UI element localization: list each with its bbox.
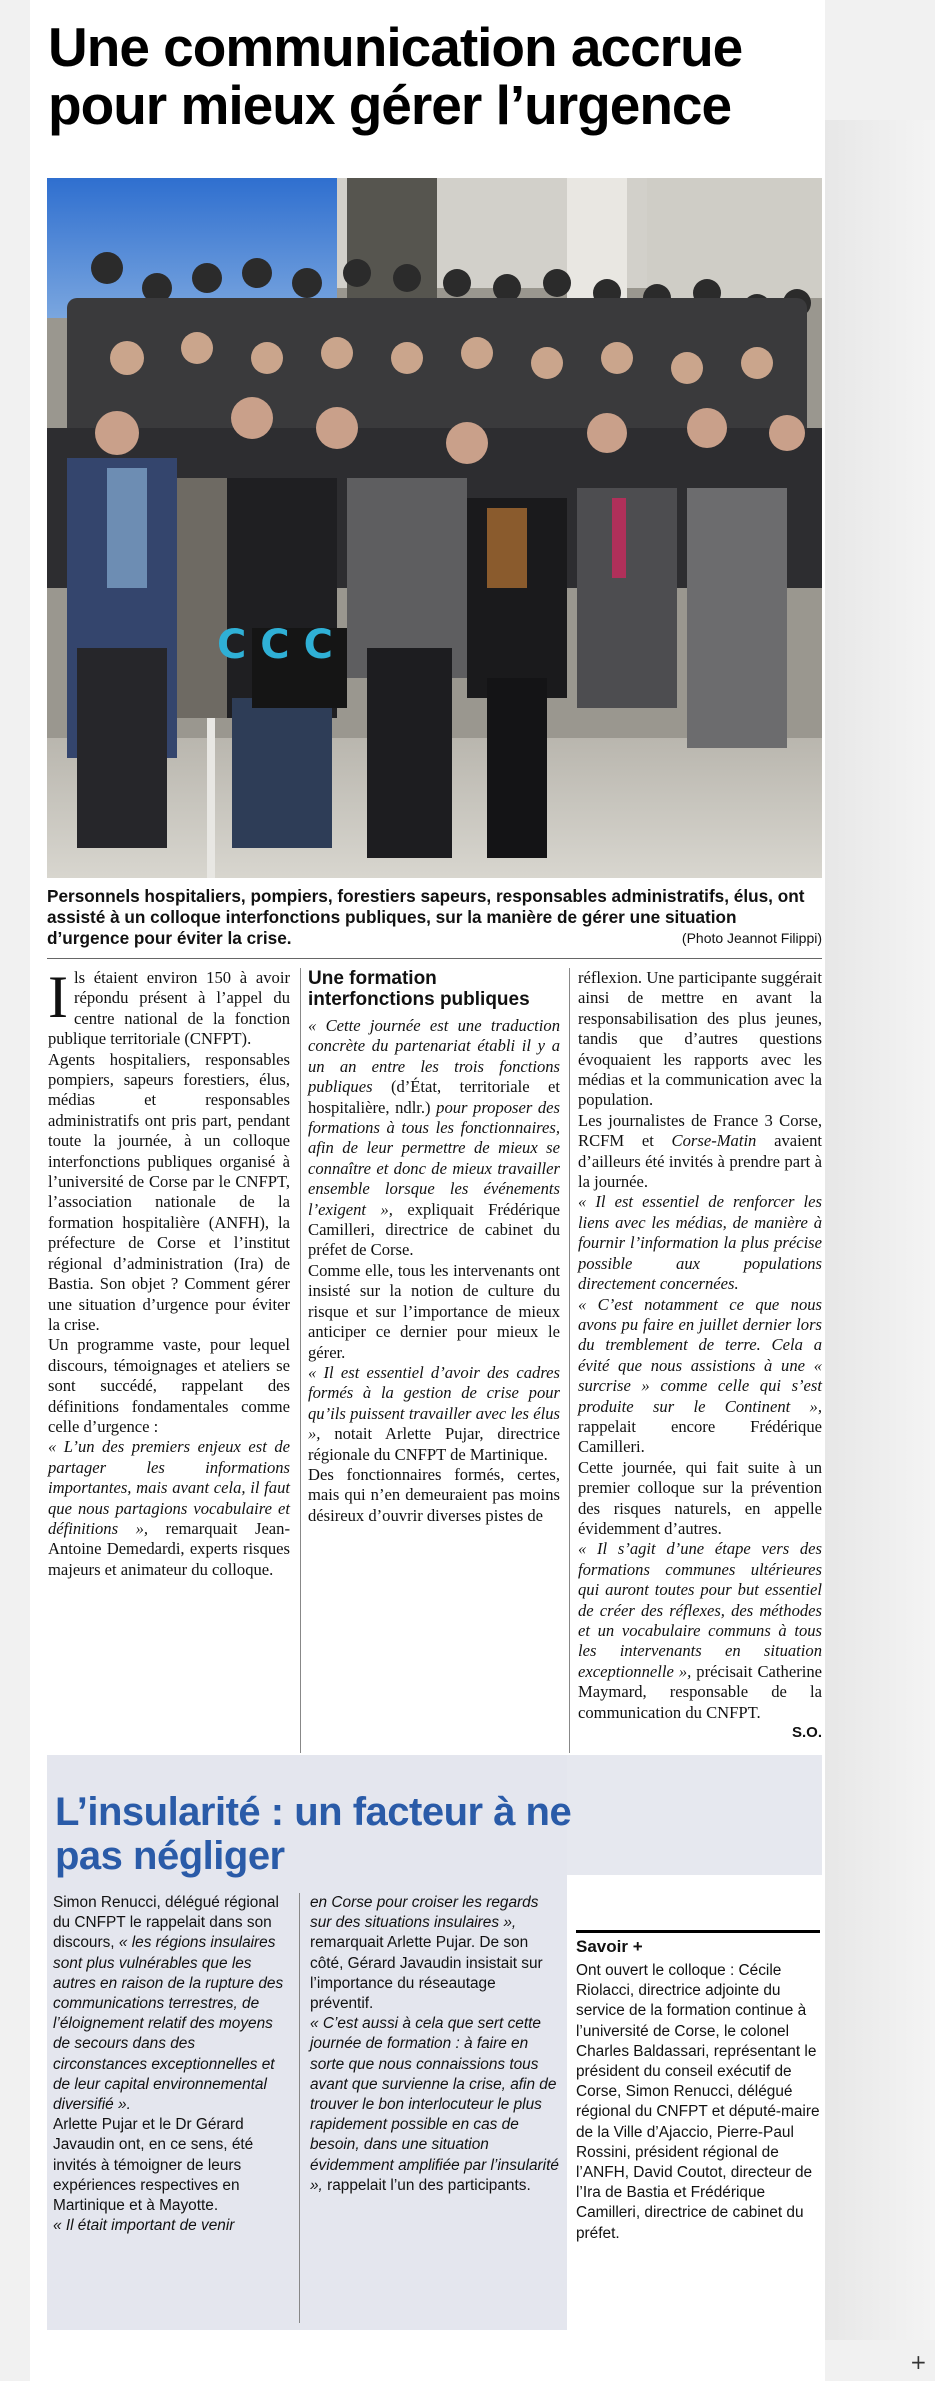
box-col1-p1 <box>53 1893 288 2115</box>
box-col1-p2: Arlette Pujar et le Dr Gérard Javaudin ont, en ce sens, été invités à témoigner de leurs expériences respectives en Martinique et à Mayotte. <box>53 2116 254 2215</box>
drop-cap: I <box>48 964 68 1030</box>
article-column-1 <box>48 964 290 1580</box>
insularity-box-extension <box>567 1755 822 1875</box>
group-photo <box>47 178 822 878</box>
caption-rule <box>47 958 822 959</box>
article-col2-p3-rest: notait Arlette Pujar, directrice régionale du CNFPT de Martinique. <box>308 1424 560 1464</box>
quote-renucci: « les régions insulaires sont plus vulnérables que les autres en raison de la rupture des communications terrestres, de l’éloignement relatif des moyens de secours dans des circonstances exceptionnelles et de leur capital environnemental diversifié ». <box>53 1934 284 2114</box>
article-col3-p2-a: Les journalistes de France 3 Corse, RCFM et <box>578 1110 822 1151</box>
box-column-2 <box>310 1893 560 2196</box>
box-col2-p1 <box>310 1893 560 2014</box>
box-col2-p1-rest: remarquait Arlette Pujar. De son côté, Gérard Javaudin insistait sur l’importance du réseautage préventif. <box>310 1934 543 2013</box>
crop-mark-icon: + <box>910 2350 927 2374</box>
column-divider-1 <box>300 968 301 1753</box>
savoir-plus-box <box>576 1930 820 2244</box>
box-column-1 <box>53 1893 288 2236</box>
quote-camilleri-b: pour proposer des formations à tous les fonctionnaires, afin de leur permettre de mieux se connaître et donc de mieux travailler ensemble lorsque les événements l’exigent », <box>308 1097 560 1219</box>
wall-letters: C C C <box>217 622 333 668</box>
article-col3-p2 <box>578 1111 822 1193</box>
savoir-plus-title: Savoir + <box>576 1930 820 1957</box>
box-col2-p2 <box>310 2014 560 2196</box>
article-col2-p1 <box>308 1016 560 1261</box>
quote-participant: « C’est aussi à cela que sert cette journée de formation : à faire en sorte que nous connaissions tous avant que survienne la crise, afin de trouver le bon interlocuteur le plus rapidement possible en cas de besoin, dans une situation évidemment amplifiée par l’insularité », <box>310 2015 559 2194</box>
article-col3-p6-rest: précisait Catherine Maymard, responsable de la communication du CNFPT. <box>578 1661 822 1722</box>
quote-pujar: « Il est essentiel d’avoir des cadres formés à la gestion de crise pour qu’ils puissent travailler avec les élus », <box>308 1362 560 1444</box>
box-col1-p3: « Il était important de venir <box>53 2217 235 2235</box>
article-col1-p4-rest: remarquait Jean-Antoine Demedardi, experts risques majeurs et animateur du colloque. <box>48 1518 290 1579</box>
article-col3-p3: « Il est essentiel de renforcer les liens avec les médias, de manière à fournir l’information la plus précise possible aux populations directement concernées. <box>578 1192 822 1294</box>
box-col1-p1-a: Simon Renucci, délégué régional du CNFPT le rappelait dans son discours, <box>53 1894 279 1952</box>
photo-credit: (Photo Jeannot Filippi) <box>681 930 822 946</box>
headline-line-2: pour mieux gérer l’urgence <box>48 74 732 136</box>
quote-demedardi: « L’un des premiers enjeux est de partager les informations importantes, mais avant cela, il faut que nous partagions vocabulaire et définitions », <box>48 1437 290 1538</box>
article-column-3 <box>578 968 822 1743</box>
article-col2-p3 <box>308 1363 560 1465</box>
article-col3-p5: Cette journée, qui fait suite à un premier colloque sur la prévention des risques naturels, en appelle évidemment d’autres. <box>578 1457 822 1538</box>
column-divider-2 <box>569 968 570 1753</box>
article-col3-p2-b: avaient d’ailleurs été invités à prendre part à la journée. <box>578 1131 822 1192</box>
article-col1-p1: ls étaient environ 150 à avoir répondu présent à l’appel du centre national de la fonction publique territoriale (CNFPT). <box>48 968 290 1049</box>
quote-maymard: « Il s’agit d’une étape vers des formations communes ultérieures qui auront toutes pour but essentiel de créer des réflexes, des méthodes et un vocabulaire communs à tous les intervenants en situation exceptionnelle », <box>578 1539 822 1681</box>
article-col1-p2: Agents hospitaliers, responsables pompiers, sapeurs forestiers, élus, médias et responsables administratifs ont pris part, pendant toute la journée, à un colloque interfonctions publiques organisé à l’université de Corse par le CNFPT, l’association nationale de la formation hospitalière (ANFH), la préfecture de Corse et l’institut régional d’administration (Ira) de Bastia. Son objet ? Comment gérer une situation d’urgence pour éviter la crise. <box>48 1049 290 1334</box>
insularity-box-title: L’insularité : un facteur à ne pas négliger <box>55 1790 572 1878</box>
subhead-formation: Une formation interfonctions publiques <box>308 968 530 1010</box>
headline-line-1: Une communication accrue <box>48 16 743 78</box>
savoir-plus-body: Ont ouvert le colloque : Cécile Riolacci, directrice adjointe du service de la formation continue à l’université de Corse, le colonel Charles Baldassari, représentant le président du conseil exécutif de Corse, Simon Renucci, délégué régional du CNFPT et député-maire de la Ville d’Ajaccio, Pierre-Paul Rossini, président régional de l’ANFH, David Coutot, directeur de l’Ira de Bastia et Frédérique Camilleri, directrice de cabinet du préfet. <box>576 1962 820 2242</box>
author-signature: S.O. <box>791 1724 822 1742</box>
article-col3-p4 <box>578 1295 822 1458</box>
quote-camilleri-aside: (d’État, territoriale et hospitalière, ndlr.) <box>308 1077 560 1117</box>
article-col2-p2: Comme elle, tous les intervenants ont insisté sur la notion de culture du risque et sur l’importance de mieux anticiper ce dernier pour mieux le gérer. <box>308 1260 560 1362</box>
article-col2-p4: Des fonctionnaires formés, certes, mais qui n’en demeuraient pas moins désireux d’ouvrir diverses pistes de <box>308 1464 560 1525</box>
group-photo-illustration <box>47 178 822 878</box>
article-col3-p4-rest: rappelait encore Frédérique Camilleri. <box>578 1416 822 1457</box>
article-col3-p1: réflexion. Une participante suggérait ainsi de mettre en avant la responsabilisation des plus jeunes, tandis que d’autres questions évoquaient les rapports avec les médias et la communication avec la population. <box>578 968 822 1110</box>
article-col1-p3: Un programme vaste, pour lequel discours, témoignages et ateliers se sont succédé, rappelant des définitions fondamentales comme celle d’urgence : <box>48 1335 290 1436</box>
photo-caption: Personnels hospitaliers, pompiers, forestiers sapeurs, responsables administratifs, élus, ont assisté à un colloque interfonctions publiques, sur la manière de gérer une situation d’urgence pour éviter la crise. <box>47 886 805 948</box>
article-col3-p6 <box>578 1539 822 1723</box>
newspaper-name: Corse-Matin <box>671 1131 757 1151</box>
article-col1-p4 <box>48 1437 290 1580</box>
box-column-divider <box>299 1893 300 2323</box>
quote-pujar-insulaire: en Corse pour croiser les regards sur des situations insulaires », <box>310 1894 539 1932</box>
quote-camilleri-a: « Cette journée est une traduction concrète du partenariat établi il y a un an entre les trois fonctions publiques <box>308 1016 560 1097</box>
box-col2-p2-rest: rappelait l’un des participants. <box>322 2176 531 2194</box>
article-column-2 <box>308 968 560 1526</box>
article-col2-p1-rest: expliquait Frédérique Camilleri, directrice de cabinet du préfet de Corse. <box>308 1199 560 1260</box>
quote-surcrise: « C’est notamment ce que nous avons pu faire en juillet dernier lors du tremblement de terre. Cela a évité que nous assistions à une « surcrise » comme celle qui s’est produite sur le Continent », <box>578 1294 822 1416</box>
page-shadow <box>825 120 935 2340</box>
headline <box>48 18 838 134</box>
